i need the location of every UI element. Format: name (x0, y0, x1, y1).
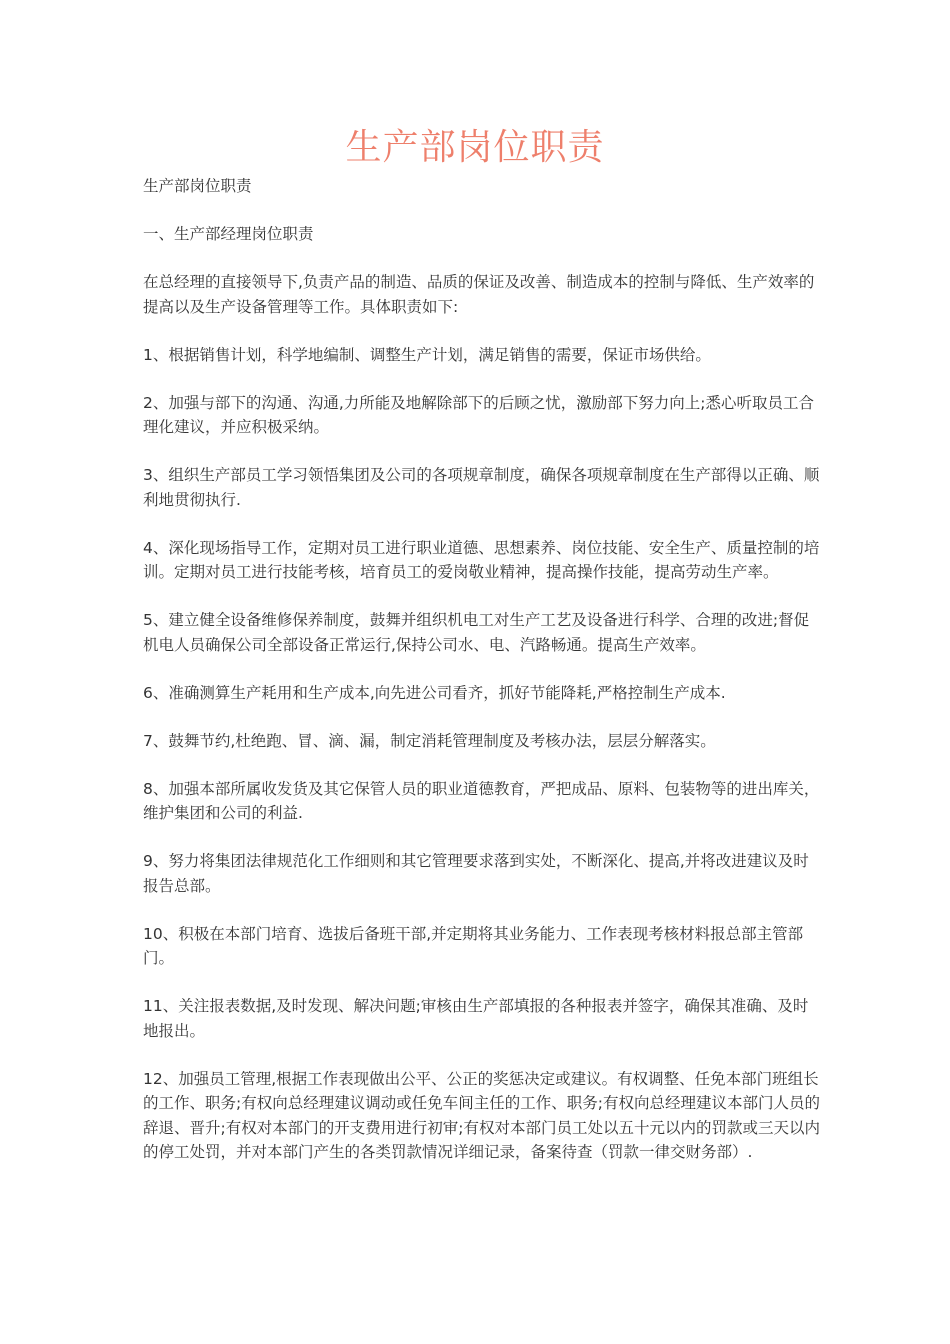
duty-item-7: 7、鼓舞节约,杜绝跑、冒、滴、漏，制定消耗管理制度及考核办法，层层分解落实。 (143, 731, 716, 750)
duty-item-10: 10、积极在本部门培育、选拔后备班干部,并定期将其业务能力、工作表现考核材料报总部主管部门。 (143, 924, 804, 967)
duty-item-11: 11、关注报表数据,及时发现、解决问题;审核由生产部填报的各种报表并签字，确保其准确、及时地报出。 (143, 997, 809, 1040)
duty-item-2: 2、加强与部下的沟通、沟通,力所能及地解除部下的后顾之忧，激励部下努力向上;悉心听取员工合理化建议，并应积极采纳。 (143, 393, 815, 436)
duty-item-4: 4、深化现场指导工作，定期对员工进行职业道德、思想素养、岗位技能、安全生产、质量控制的培训。定期对员工进行技能考核，培育员工的爱岗敬业精神，提高操作技能，提高劳动生产率。 (143, 538, 820, 581)
duty-item-8: 8、加强本部所属收发货及其它保管人员的职业道德教育，严把成品、原料、包装物等的进出库关，维护集团和公司的利益. (143, 779, 820, 822)
duty-item-6: 6、准确测算生产耗用和生产成本,向先进公司看齐，抓好节能降耗,严格控制生产成本. (143, 683, 726, 702)
duty-item-12: 12、加强员工管理,根据工作表现做出公平、公正的奖惩决定或建议。有权调整、任免本部门班组长的工作、职务;有权向总经理建议调动或任免车间主任的工作、职务;有权向总经理建议本部门人员的辞退、晋升;有权对本部门的开支费用进行初审;有权对本部门员工处以五十元以内的罚款或三天以内的停工处罚，并对本部门产生的各类罚款情况详细记录，备案待查（罚款一律交财务部）. (143, 1069, 820, 1161)
duty-item-3: 3、组织生产部员工学习领悟集团及公司的各项规章制度，确保各项规章制度在生产部得以正确、顺利地贯彻执行. (143, 466, 820, 509)
duty-item-5: 5、建立健全设备维修保养制度，鼓舞并组织机电工对生产工艺及设备进行科学、合理的改进;督促机电人员确保公司全部设备正常运行,保持公司水、电、汽路畅通。提高生产效率。 (143, 611, 810, 654)
intro-paragraph: 在总经理的直接领导下,负责产品的制造、品质的保证及改善、制造成本的控制与降低、生产效率的提高以及生产设备管理等工作。具体职责如下: (143, 273, 815, 316)
document-body (143, 174, 823, 1188)
duty-item-9: 9、努力将集团法律规范化工作细则和其它管理要求落到实处，不断深化、提高,并将改进建议及时报告总部。 (143, 852, 809, 895)
document-subtitle: 生产部岗位职责 (143, 177, 252, 195)
document-title: 生产部岗位职责 (345, 127, 605, 168)
duty-item-1: 1、根据销售计划，科学地编制、调整生产计划，满足销售的需要，保证市场供给。 (143, 345, 711, 364)
section-heading: 一、生产部经理岗位职责 (143, 225, 314, 243)
